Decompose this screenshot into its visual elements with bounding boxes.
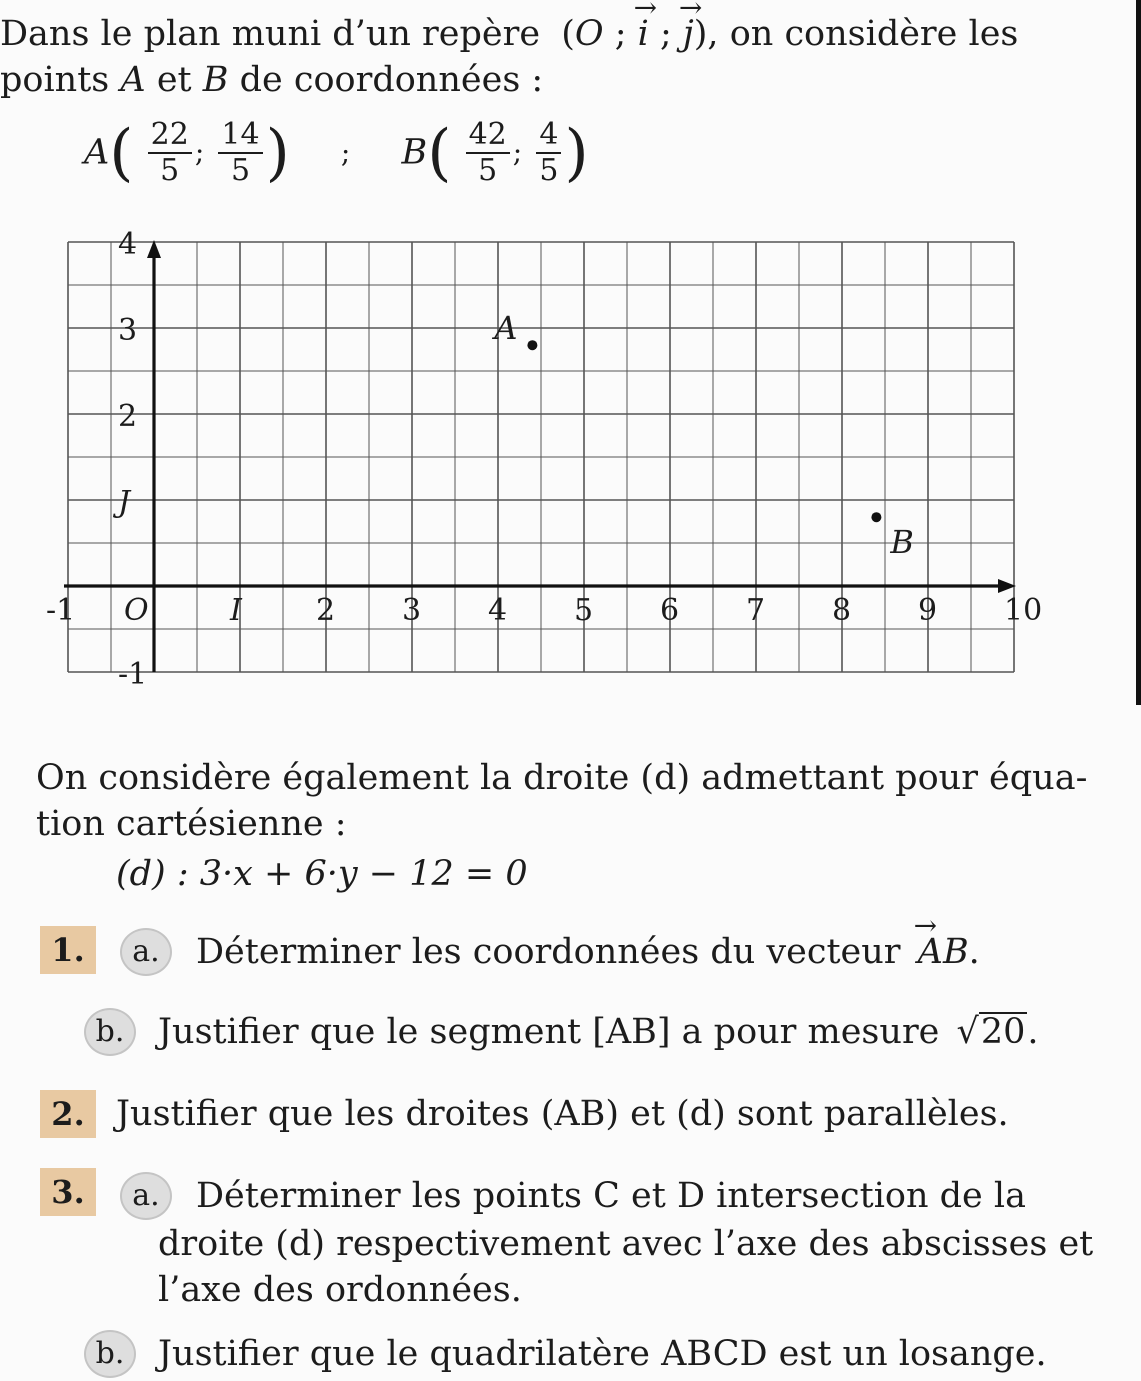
plotted-points [491,309,914,561]
intro-text: on considère les [729,14,1019,54]
x-tick-label: -1 [46,593,76,628]
question-3a-line-1: Déterminer les points C et D intersection de la [196,1176,1026,1216]
separator: ; [614,14,627,54]
paren: ), [693,14,719,54]
paren: ) [265,115,290,189]
denominator: 5 [160,152,180,188]
A-y-fraction [218,118,262,188]
point-A-dot [527,340,537,350]
punctuation: . [1027,1012,1039,1052]
paren: ( [109,115,134,189]
punctuation: . [968,932,980,972]
separator: ; [659,14,672,54]
question-1a-text [196,930,980,974]
point-B-dot [871,512,881,522]
x-tick-label: 4 [488,593,508,628]
vector-i: → i [638,12,649,56]
y-tick-label: 2 [118,399,138,434]
y-tick-label: -1 [118,657,148,690]
denominator: 5 [478,152,498,188]
paren: ( [561,14,575,54]
question-1b-text [158,1010,1039,1054]
axes [64,240,1016,672]
right-edge-rule [1136,0,1141,705]
point-B-name: B [401,132,428,173]
coordinate-graph [0,220,1060,690]
intro-line-2 [0,58,543,102]
x-tick-label: 9 [918,593,938,628]
denominator: 5 [230,152,251,188]
grid [68,242,1014,672]
separator: ; [194,135,205,169]
question-3b-text: Justifier que le quadrilatère ABCD est un losange. [158,1334,1047,1374]
x-tick-label: 2 [316,593,336,628]
B-y-fraction [536,118,561,188]
question-1-number: 1. [40,926,96,974]
question-1a-letter: a. [120,928,172,976]
sqrt-value: 20 [980,1012,1026,1052]
intro-text: Dans le plan muni d’un repère [0,14,541,54]
x-tick-label: 8 [832,593,852,628]
B-x-fraction [466,118,510,188]
x-tick-label: 3 [402,593,422,628]
question-text: Déterminer les coordonnées du vecteur [196,932,901,972]
paren: ( [427,115,452,189]
x-tick-label: 5 [574,593,594,628]
x-tick-label: 6 [660,593,680,628]
question-3-number: 3. [40,1168,96,1216]
origin-letter: O [574,14,604,54]
intro-text: de coordonnées : [239,60,544,100]
separator: ; [512,135,523,169]
x-tick-label: I [230,593,242,628]
denominator: 5 [539,152,559,188]
point-B-name: B [202,60,229,100]
vector-j: → j [683,12,694,56]
intro-text: points [0,60,110,100]
question-2-number: 2. [40,1090,96,1138]
points-coordinates [84,106,589,196]
question-3a-line-2: droite (d) respectivement avec l’axe des abscisses et [158,1224,1094,1264]
question-2-text: Justifier que les droites (AB) et (d) sont parallèles. [116,1094,1009,1134]
question-3b-letter: b. [84,1330,136,1378]
numerator: 42 [466,118,510,154]
numerator: 22 [148,118,192,154]
point-B-label: B [890,523,914,562]
A-x-fraction [148,118,192,188]
separator: ; [340,135,351,169]
line-d-intro-1: On considère également la droite (d) admettant pour équa- [36,758,1088,798]
point-A-name: A [84,132,110,173]
point-A-name: A [120,60,146,100]
numerator: 4 [536,118,561,154]
intro-line-1 [0,12,1018,56]
frame-notation [561,14,730,54]
sqrt-sign: √ [956,1012,979,1052]
intro-text: et [156,60,192,100]
y-tick-label: J [118,485,131,520]
question-3a-letter: a. [120,1172,172,1220]
vector-AB: → AB [918,930,969,974]
x-tick-label: 7 [746,593,766,628]
line-d-equation: (d) : 3·x + 6·y − 12 = 0 [116,854,528,894]
point-A-label: A [494,309,518,348]
line-d-intro-2: tion cartésienne : [36,804,347,844]
numerator: 14 [218,118,262,154]
x-tick-label: O [124,593,149,628]
question-1b-letter: b. [84,1008,136,1056]
y-tick-label: 4 [118,227,138,262]
y-tick-label: 3 [118,313,138,348]
x-tick-label: 10 [1004,593,1043,628]
tick-labels [46,227,1042,690]
question-text: Justifier que le segment [AB] a pour mesure [158,1012,940,1052]
paren: ) [564,115,589,189]
question-3a-line-3: l’axe des ordonnées. [158,1270,522,1310]
